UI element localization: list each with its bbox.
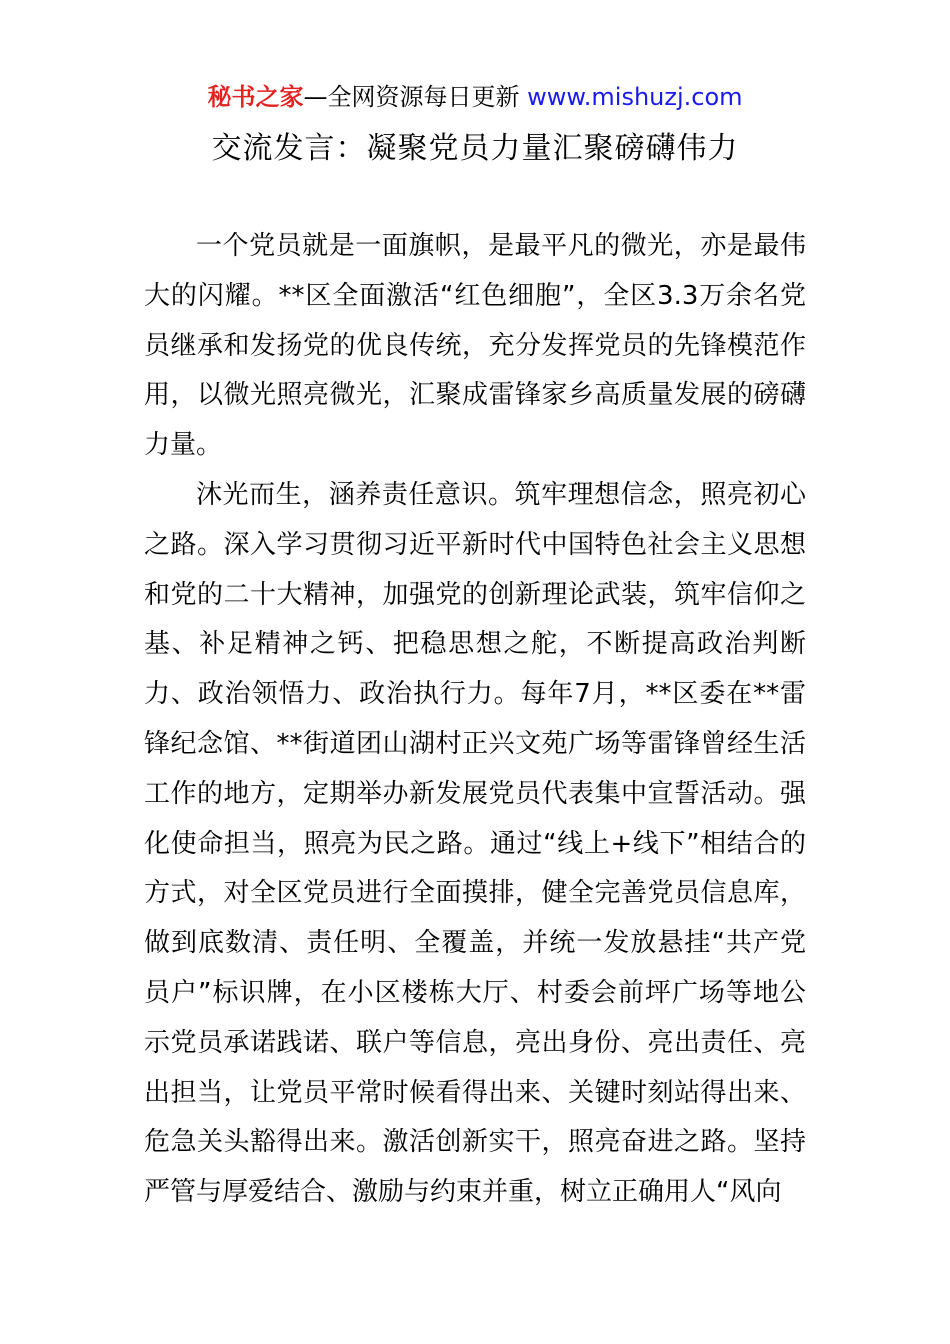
document-body	[144, 222, 806, 1218]
site-header	[0, 80, 950, 114]
paragraph-intro: 一个党员就是一面旗帜，是最平凡的微光，亦是最伟大的闪耀。**区全面激活“红色细胞”，全区3.3万余名党员继承和发扬党的优良传统，充分发挥党员的先锋模范作用，以微光照亮微光，汇聚成雷锋家乡高质量发展的磅礴力量。	[144, 231, 806, 461]
site-tagline: —全网资源每日更新	[303, 83, 528, 111]
document-title: 交流发言：凝聚党员力量汇聚磅礴伟力	[211, 131, 739, 166]
site-url-link[interactable]: www.mishuzj.com	[527, 83, 743, 111]
brand-name: 秘书之家	[207, 83, 304, 111]
paragraph-responsibility: 沐光而生，涵养责任意识。筑牢理想信念，照亮初心之路。深入学习贯彻习近平新时代中国特色社会主义思想和党的二十大精神，加强党的创新理论武装，筑牢信仰之基、补足精神之钙、把稳思想之舵，不断提高政治判断力、政治领悟力、政治执行力。每年7月，**区委在**雷锋纪念馆、**街道团山湖村正兴文苑广场等雷锋曾经生活工作的地方，定期举办新发展党员代表集中宣誓活动。强化使命担当，照亮为民之路。通过“线上+线下”相结合的方式，对全区党员进行全面摸排，健全完善党员信息库，做到底数清、责任明、全覆盖，并统一发放悬挂“共产党员户”标识牌，在小区楼栋大厅、村委会前坪广场等地公示党员承诺践诺、联户等信息，亮出身份、亮出责任、亮出担当，让党员平常时候看得出来、关键时刻站得出来、危急关头豁得出来。激活创新实干，照亮奋进之路。坚持严管与厚爱结合、激励与约束并重，树立正确用人“风向	[144, 479, 806, 1208]
